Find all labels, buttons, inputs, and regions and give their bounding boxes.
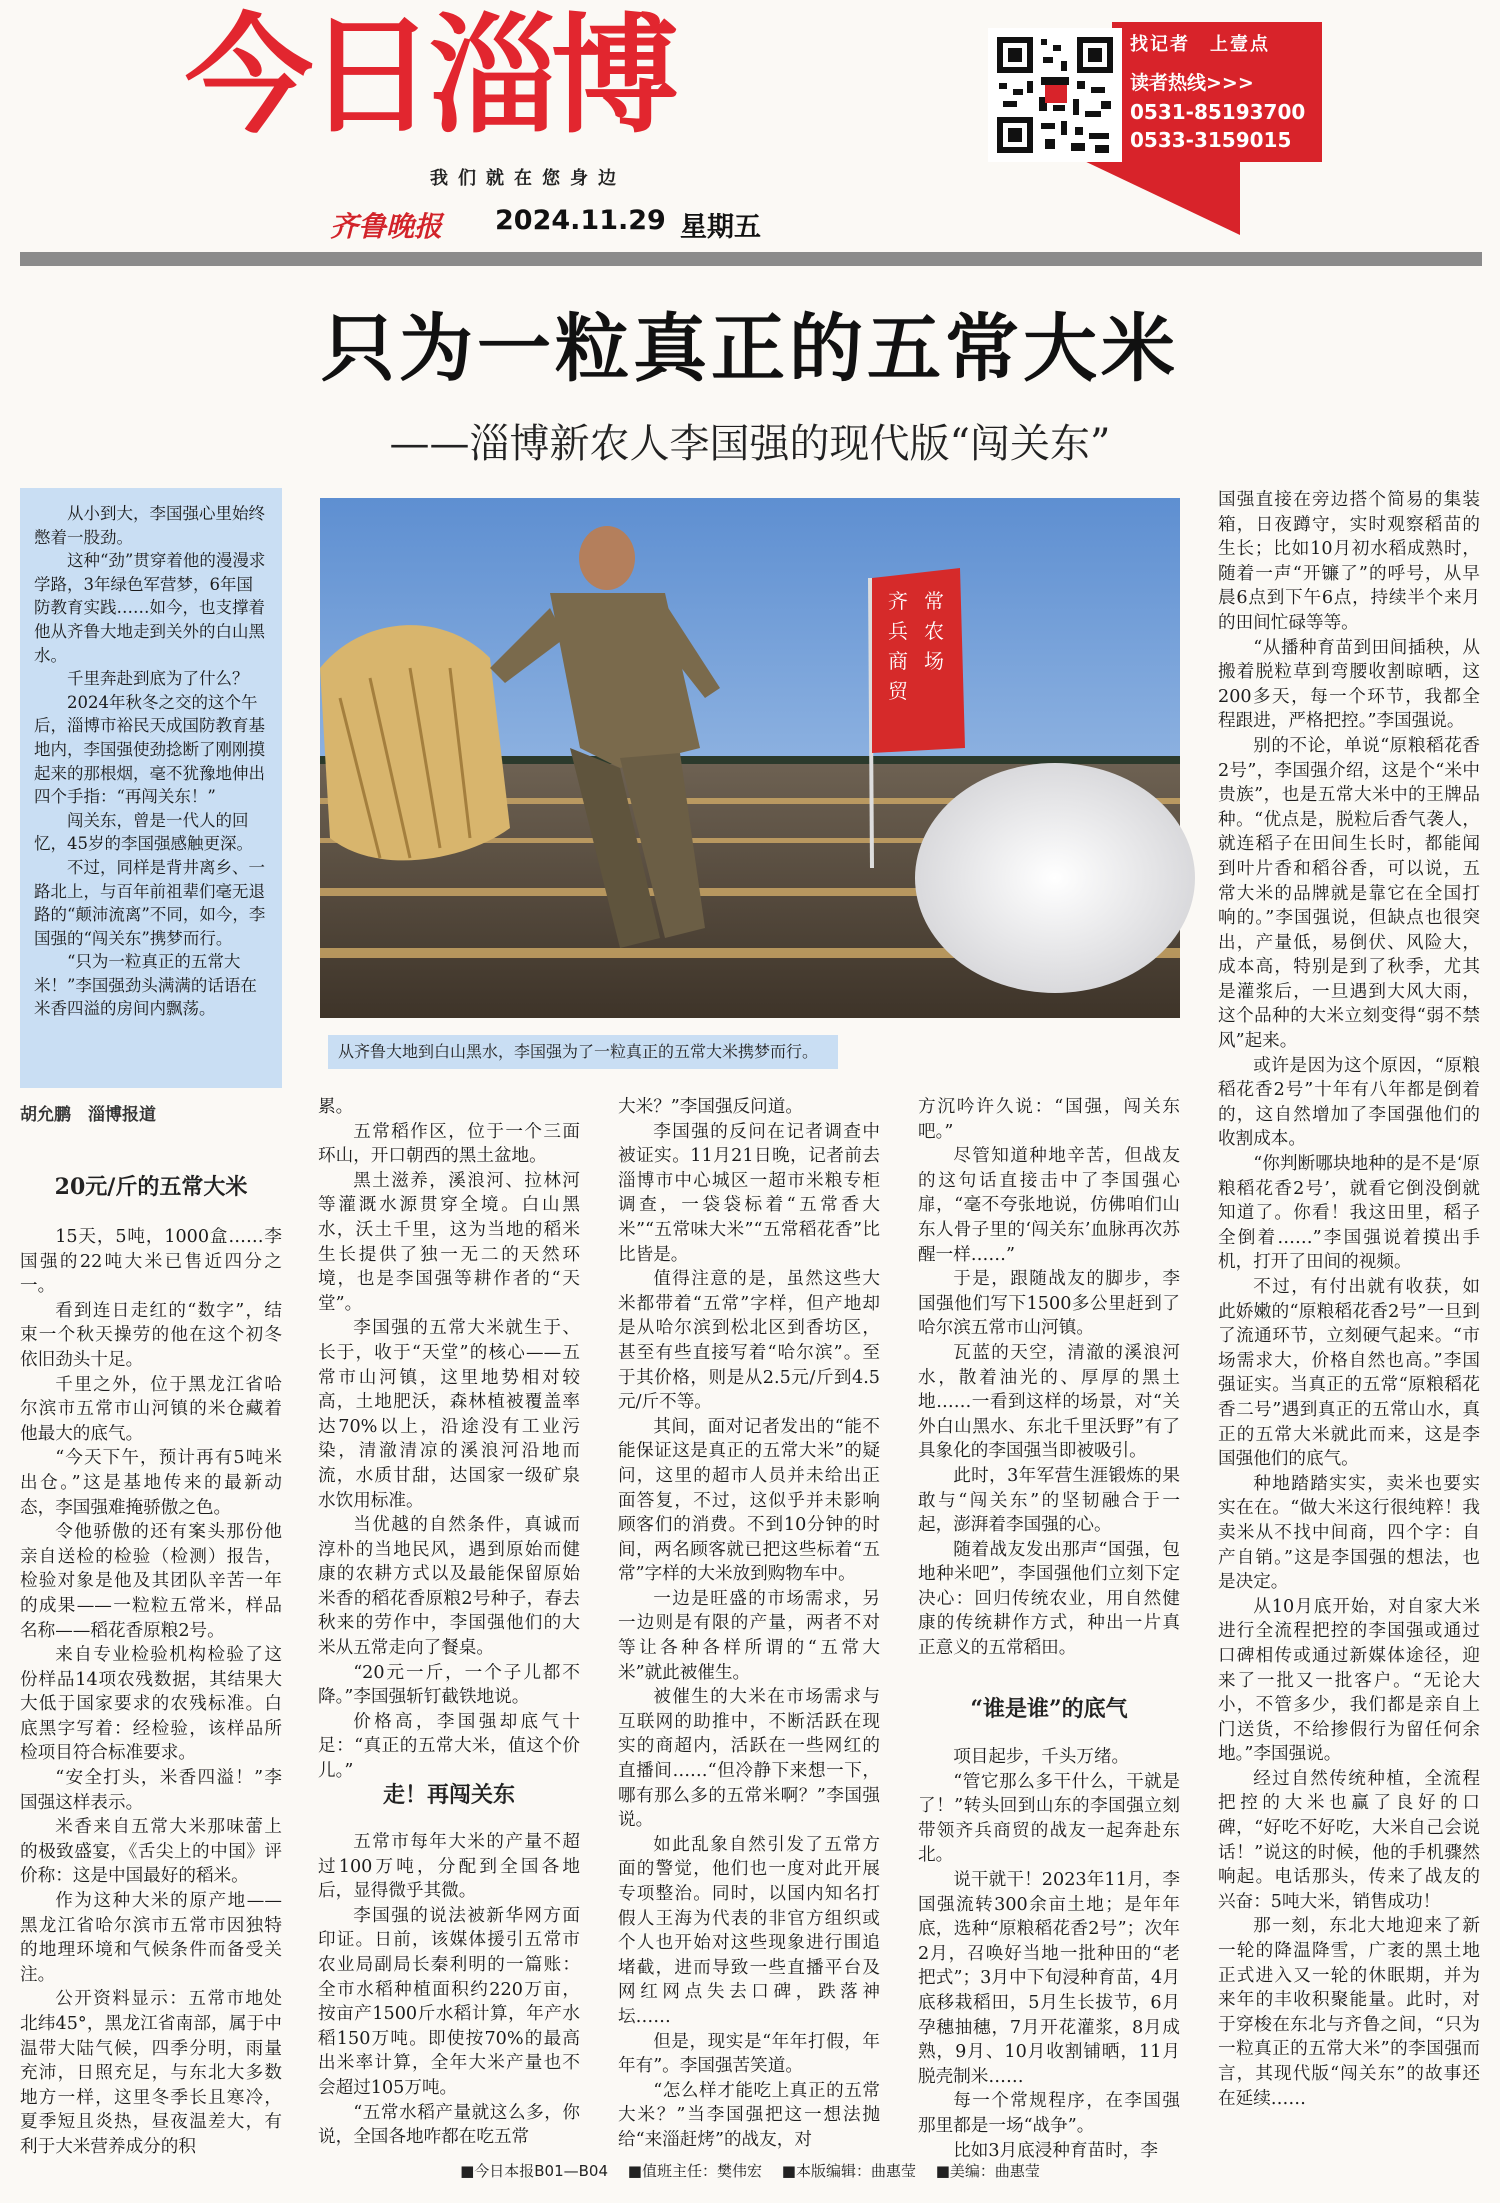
- intro-paragraph: 不过，同样是背井离乡、一路北上，与百年前祖辈们毫无退路的“颠沛流离”不同，如今，李国强的“闯关东”携梦而行。: [34, 857, 266, 948]
- body-paragraph: 随着战友发出那声“国强，包地种米吧”，李国强他们立刻下定决心：回归传统农业，用自然健康的传统耕作方式，种出一片真正意义的五常稻田。: [918, 1539, 1180, 1659]
- body-paragraph: 李国强的五常大米就生于、长于，收于“天堂”的核心——五常市山河镇，这里地势相对较高，土地肥沃，森林植被覆盖率达70%以上，沿途没有工业污染，清澈清凉的溪浪河沿地而流，水质甘甜，达国家一级矿泉水饮用标准。: [318, 1318, 580, 1511]
- body-paragraph: 每一个常规程序，在李国强那里都是一场“战争”。: [918, 2091, 1180, 2136]
- flag-text: 齐: [888, 589, 908, 613]
- body-paragraph: 一边是旺盛的市场需求，另一边则是有限的产量，两者不对等让各种各样所谓的“五常大米”就此被催生。: [618, 1588, 880, 1683]
- body-paragraph: 五常市每年大米的产量不超过100万吨，分配到全国各地后，显得微乎其微。: [318, 1832, 580, 1902]
- body-paragraph: “你判断哪块地种的是不是‘原粮稻花香2号’，就看它倒没倒就知道了。你看！我这田里，稻子全倒着……”李国强说着摸出手机，打开了田间的视频。: [1218, 1154, 1480, 1273]
- section-heading-confidence: “谁是谁”的底气: [970, 1696, 1128, 1722]
- footer-item: ■今日本报B01—B04: [460, 2162, 609, 2180]
- issue-weekday: 星期五: [680, 212, 761, 243]
- issue-date: 2024.11.29: [495, 205, 666, 236]
- body-paragraph: 价格高，李国强却底气十足：“真正的五常大米，值这个价儿。”: [318, 1711, 580, 1782]
- body-paragraph: 瓦蓝的天空，清澈的溪浪河水，散着油光的、厚厚的黑土地……一看到这样的场景，对“关外白山黑水、东北千里沃野”有了具象化的李国强当即被吸引。: [918, 1342, 1180, 1462]
- body-paragraph: 被催生的大米在市场需求与互联网的助推中，不断活跃在现实的商超内，活跃在一些网红的直播间……“但冷静下来想一下，哪有那么多的五常米啊？”李国强说。: [618, 1687, 880, 1831]
- flag-text: 农: [924, 619, 944, 643]
- page-footer: [0, 2160, 1500, 2181]
- body-paragraph: 国强直接在旁边搭个简易的集装箱，日夜蹲守，实时观察稻苗的生长；比如10月初水稻成熟时，随着一声“开镰了”的呼号，从早晨6点到下午6点，持续半个来月的田间忙碌等等。: [1218, 490, 1480, 633]
- masthead-title: 今日淄博: [185, 2, 674, 151]
- body-paragraph: 别的不论，单说“原粮稻花香2号”，李国强介绍，这是个“米中贵族”，也是五常大米中的王牌品种。“优点是，脱粒后香气袭人，就连稻子在田间生长时，都能闻到叶片香和稻谷香，可以说，五常大米的品牌就是靠它在全国打响的。”李国强说，但缺点也很突出，产量低，易倒伏、风险大，成本高，特别是到了秋季，尤其是灌浆后，一旦遇到大风大雨，这个品种的大米立刻变得“弱不禁风”起来。: [1218, 735, 1480, 1052]
- body-paragraph: 或许是因为这个原因，“原粮稻花香2号”十年有八年都是倒着的，这自然增加了李国强他们的收割成本。: [1218, 1055, 1480, 1150]
- hotline-label: 读者热线>>>: [1130, 72, 1254, 94]
- intro-box: [20, 488, 282, 1088]
- article-column-4: [918, 1095, 1180, 1675]
- body-paragraph: 作为这种大米的原产地——黑龙江省哈尔滨市五常市因独特的地理环境和气候条件而备受关注。: [20, 1891, 282, 1985]
- body-paragraph: 千里之外，位于黑龙江省哈尔滨市五常市山河镇的米仓藏着他最大的底气。: [20, 1374, 282, 1444]
- footer-item: ■美编：曲惠莹: [935, 2162, 1040, 2180]
- section-heading-price: 20元/斤的五常大米: [54, 1174, 248, 1200]
- main-photo: [320, 498, 1180, 1018]
- body-paragraph: 来自专业检验机构检验了这份样品14项农残数据，其结果大大低于国家要求的农残标准。白底黑字写着：经检验，该样品所检项目符合标准要求。: [20, 1645, 282, 1764]
- footer-item: ■本版编辑：曲惠莹: [781, 2162, 916, 2180]
- body-paragraph: 从10月底开始，对自家大米进行全流程把控的李国强或通过口碑相传或通过新媒体途径，迎来了一批又一批客户。“无论大小，不管多少，我们都是亲自上门送货，不给掺假行为留任何余地。”李国强说。: [1218, 1596, 1480, 1765]
- body-paragraph: 五常稻作区，位于一个三面环山，开口朝西的黑土盆地。: [318, 1121, 580, 1167]
- paper-name-logo: 齐鲁晚报: [330, 210, 443, 243]
- body-paragraph: 方沉吟许久说：“国强，闯关东吧。”: [918, 1097, 1180, 1142]
- intro-paragraph: “只为一粒真正的五常大米！”李国强劲头满满的话语在米香四溢的房间内飘荡。: [34, 952, 257, 1019]
- body-paragraph: 于是，跟随战友的脚步，李国强他们写下1500多公里赶到了哈尔滨五常市山河镇。: [918, 1269, 1180, 1339]
- header-divider: [20, 252, 1482, 266]
- body-paragraph: 此时，3年军营生涯锻炼的果敢与“闯关东”的坚韧融合于一起，澎湃着李国强的心。: [918, 1465, 1180, 1536]
- article-subhead: ——淄博新农人李国强的现代版“闯关东”: [389, 421, 1111, 467]
- footer-item: ■值班主任：樊伟宏: [627, 2162, 762, 2180]
- article-headline: 只为一粒真正的五常大米: [321, 306, 1179, 392]
- body-paragraph: 令他骄傲的还有案头那份他亲自送检的检验（检测）报告，检验对象是他及其团队辛苦一年的成果——一粒粒五常米，样品名称——稻花香原粮2号。: [20, 1522, 282, 1641]
- body-paragraph: 那一刻，东北大地迎来了新一轮的降温降雪，广袤的黑土地正式进入又一轮的休眠期，并为来年的丰收积聚能量。此时，对于穿梭在东北与齐鲁之间，“只为一粒真正的五常大米”的李国强而言，其现代版“闯关东”的故事还在延续……: [1218, 1916, 1480, 2109]
- body-paragraph: 经过自然传统种植，全流程把控的大米也赢了良好的口碑，“好吃不好吃，大米自己会说话！”说这的时候，他的手机骤然响起。电话那头，传来了战友的兴奋：5吨大米，销售成功！: [1218, 1768, 1480, 1912]
- article-column-5: [1218, 488, 1480, 2145]
- body-paragraph: 项目起步，千头万绪。: [953, 1747, 1130, 1767]
- intro-paragraph: 从小到大，李国强心里始终憋着一股劲。: [34, 504, 265, 547]
- body-paragraph: “今天下午，预计再有5吨米出仓。”这是基地传来的最新动态，李国强难掩骄傲之色。: [20, 1448, 282, 1518]
- intro-paragraph: 千里奔赴到底为了什么？: [67, 669, 249, 689]
- body-paragraph: 比如3月底浸种育苗时，李: [953, 2140, 1158, 2161]
- photo-caption: 从齐鲁大地到白山黑水，李国强为了一粒真正的五常大米携梦而行。: [328, 1035, 838, 1069]
- body-paragraph: 如此乱象自然引发了五常方面的警觉，他们也一度对此开展专项整治。同时，以国内知名打假人王海为代表的非官方组织或个人也开始对这些现象进行围追堵截，进而导致一些直播平台及网红网点失去口碑，跌落神坛……: [618, 1834, 880, 2027]
- qr-code-icon[interactable]: [988, 28, 1122, 162]
- body-paragraph: “从播种育苗到田间插秧，从搬着脱粒草到弯腰收割晾晒，这200多天，每一个环节，我都全程跟进，严格把控。”李国强说。: [1218, 637, 1480, 732]
- body-paragraph: 公开资料显示：五常市地处北纬45°，黑龙江省南部，属于中温带大陆气候，四季分明，雨量充沛，日照充足，与东北大多数地方一样，这里冬季长且寒冷，夏季短且炎热，昼夜温差大，有利于大米营养成分的积: [20, 1989, 282, 2157]
- hotline-phone-1[interactable]: 0531-85193700: [1130, 100, 1306, 124]
- body-paragraph: “20元一斤，一个子儿都不降。”李国强斩钉截铁地说。: [318, 1662, 580, 1708]
- byline: 胡允鹏 淄博报道: [20, 1105, 156, 1125]
- body-paragraph: 大米？”李国强反问道。: [618, 1097, 803, 1117]
- body-paragraph: “五常水稻产量就这么多，你说，全国各地咋都在吃五常: [318, 2102, 580, 2148]
- article-column-4b: [918, 1745, 1180, 2161]
- body-paragraph: 累。: [318, 1097, 354, 1117]
- body-paragraph: 其间，面对记者发出的“能不能保证这是真正的五常大米”的疑问，这里的超市人员并未给出正面答复，不过，这似乎并未影响顾客们的消费。不到10分钟的时间，两名顾客就已把这些标着“五常”字样的大米放到购物车中。: [618, 1416, 880, 1585]
- body-paragraph: 当优越的自然条件，真诚而淳朴的当地民风，遇到原始而健康的农耕方式以及最能保留原始米香的稻花香原粮2号种子，春去秋来的劳作中，李国强他们的大米从五常走向了餐桌。: [318, 1515, 580, 1659]
- article-column-2: [318, 1095, 580, 1782]
- body-paragraph: 说干就干！2023年11月，李国强流转300余亩土地；是年年底，选种“原粮稻花香2号”；次年2月，召唤好当地一批种田的“老把式”；3月中下旬浸种育苗，4月底移栽稻田，5月生长拔节，6月孕穗抽穗，7月开花灌浆，8月成熟，9月、10月收割铺晒，11月脱壳制米……: [918, 1869, 1180, 2087]
- body-paragraph: “安全打头，米香四溢！”李国强这样表示。: [20, 1768, 282, 1813]
- flag-text: 常: [924, 589, 944, 613]
- body-paragraph: 15天，5吨，1000盒……李国强的22吨大米已售近四分之一。: [20, 1227, 282, 1297]
- body-paragraph: 米香来自五常大米那味蕾上的极致盛宴，《舌尖上的中国》评价称：这是中国最好的稻米。: [20, 1817, 282, 1887]
- body-paragraph: “怎么样才能吃上真正的五常大米？”当李国强把这一想法抛给“来淄赶烤”的战友，对: [618, 2080, 880, 2150]
- intro-paragraph: 这种“劲”贯穿着他的漫漫求学路，3年绿色军营梦，6年国防教育实践……如今，也支撑着他从齐鲁大地走到关外的白山黑水。: [34, 551, 266, 665]
- flag-text: 场: [924, 649, 944, 673]
- masthead-slogan: 我们就在您身边: [430, 168, 626, 189]
- body-paragraph: 李国强的说法被新华网方面印证。日前，该媒体援引五常市农业局副局长秦利明的一篇账：全市水稻种植面积约220万亩，按亩产1500斤水稻计算，年产水稻150万吨。即使按70%的最高出米率计算，全年大米产量也不会超过105万吨。: [318, 1905, 580, 2098]
- section-heading-northeast: 走！再闯关东: [382, 1782, 515, 1808]
- body-paragraph: 尽管知道种地辛苦，但战友的这句话直接击中了李国强心扉，“毫不夸张地说，仿佛咱们山东人骨子里的‘闯关东’血脉再次苏醒一样……”: [918, 1146, 1180, 1265]
- article-column-1: [20, 1225, 282, 2157]
- flag-text: 商: [888, 649, 908, 673]
- flag-text: 兵: [888, 619, 908, 643]
- body-paragraph: 值得注意的是，虽然这些大米都带着“五常”字样，但产地却是从哈尔滨到松北区到香坊区，甚至有些直接写着“哈尔滨”。至于其价格，则是从2.5元/斤到4.5元/斤不等。: [618, 1269, 880, 1413]
- intro-paragraph: 2024年秋冬之交的这个午后，淄博市裕民天成国防教育基地内，李国强使劲捻断了刚刚摸起来的那根烟，毫不犹豫地伸出四个手指：“再闯关东！”: [34, 692, 265, 807]
- body-paragraph: 但是，现实是“年年打假，年年有”。李国强苦笑道。: [618, 2031, 880, 2077]
- flag-text: 贸: [888, 679, 908, 703]
- article-column-3: [618, 1095, 880, 2150]
- hotline-title: 找记者 上壹点: [1130, 34, 1270, 55]
- intro-paragraph: 闯关东，曾是一代人的回忆，45岁的李国强感触更深。: [34, 810, 253, 854]
- body-paragraph: 黑土滋养，溪浪河、拉林河等灌溉水源贯穿全境。白山黑水，沃土千里，这为当地的稻米生长提供了独一无二的天然环境，也是李国强等耕作者的“天堂”。: [318, 1170, 580, 1314]
- body-paragraph: 李国强的反问在记者调查中被证实。11月21日晚，记者前去淄博市中心城区一超市米粮专柜调查，一袋袋标着“五常香大米”“五常味大米”“五常稻花香”比比皆是。: [618, 1121, 880, 1265]
- body-paragraph: 看到连日走红的“数字”，结束一个秋天操劳的他在这个初冬依旧劲头十足。: [20, 1300, 282, 1370]
- hotline-phone-2[interactable]: 0533-3159015: [1130, 128, 1292, 152]
- body-paragraph: 不过，有付出就有收获，如此娇嫩的“原粮稻花香2号”一旦到了流通环节，立刻硬气起来。“市场需求大，价格自然也高。”李国强证实。当真正的五常“原粮稻花香二号”遇到真正的五常山水，真正的五常大米就此而来，这是李国强他们的底气。: [1218, 1277, 1480, 1470]
- article-column-2b: [318, 1830, 580, 2148]
- body-paragraph: “管它那么多干什么，干就是了！”转头回到山东的李国强立刻带领齐兵商贸的战友一起奔赴东北。: [918, 1771, 1180, 1866]
- body-paragraph: 种地踏踏实实，卖米也要实实在在。“做大米这行很纯粹！我卖米从不找中间商，四个字：自产自销。”这是李国强的想法，也是决定。: [1218, 1473, 1480, 1593]
